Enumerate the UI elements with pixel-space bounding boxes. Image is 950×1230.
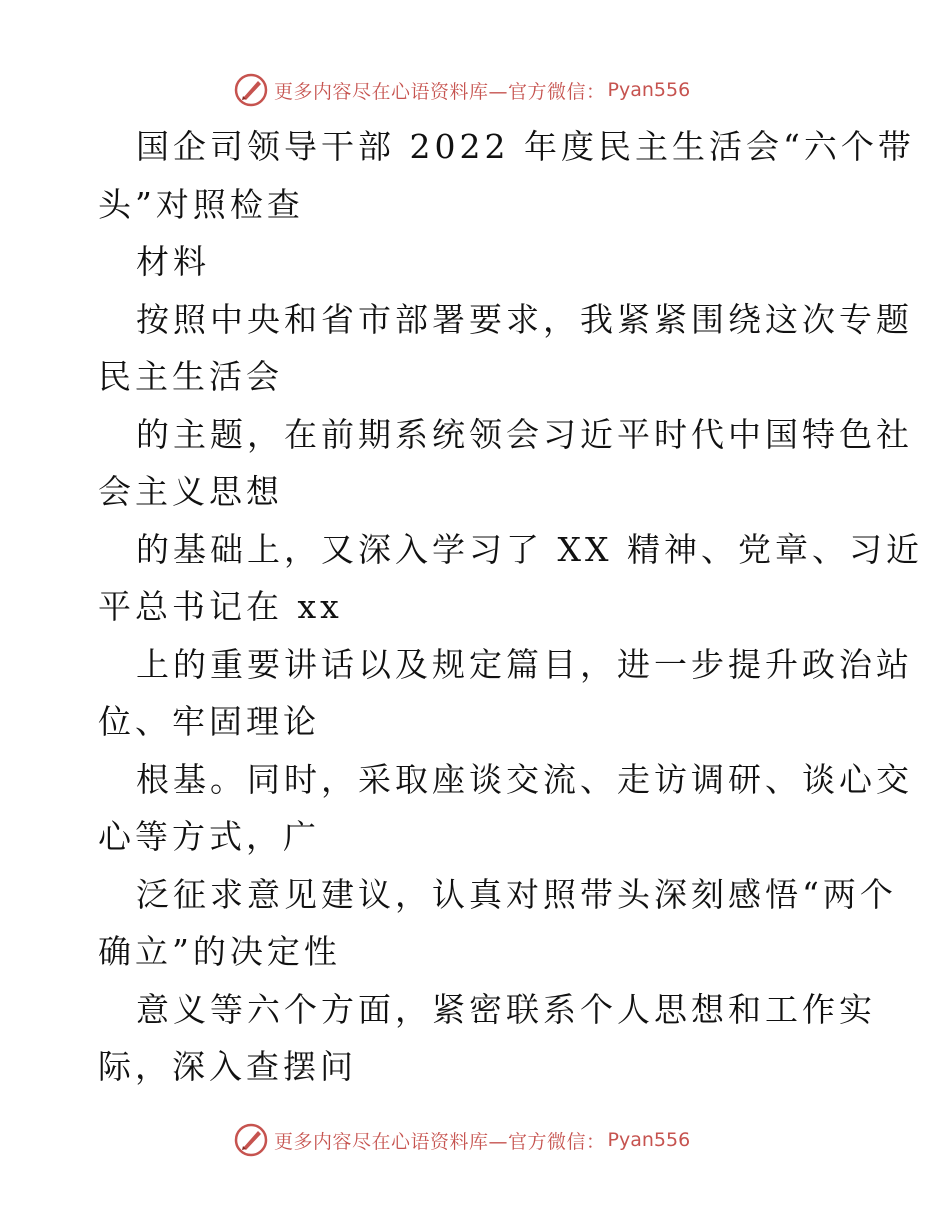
header-watermark [234, 72, 690, 108]
watermark-contact: Pyan556 [607, 1129, 691, 1151]
document-body [98, 118, 923, 1096]
doc-line: 际，深入查摆问 [98, 1047, 357, 1086]
doc-line: 民主生活会 [98, 357, 283, 396]
doc-line: 心等方式，广 [98, 817, 320, 856]
doc-line: 的主题，在前期系统领会习近平时代中国特色社 [136, 414, 913, 454]
footer-watermark [234, 1122, 690, 1158]
quill-pen-seal-icon [234, 1123, 268, 1157]
doc-line: 的基础上，又深入学习了 XX 精神、党章、习近 [136, 529, 923, 569]
doc-line: 国企司领导干部 2022 年度民主生活会“六个带 [136, 127, 915, 166]
doc-line: 上的重要讲话以及规定篇目，进一步提升政治站 [136, 644, 913, 684]
watermark-text: 更多内容尽在心语资料库—官方微信： [274, 1130, 606, 1153]
doc-line: 根基。同时，采取座谈交流、走访调研、谈心交 [136, 759, 913, 799]
doc-line: 确立”的决定性 [98, 932, 341, 971]
watermark-text: 更多内容尽在心语资料库—官方微信： [274, 80, 606, 103]
doc-line: 位、牢固理论 [98, 702, 320, 741]
doc-line: 头”对照检查 [98, 184, 304, 224]
doc-line: 平总书记在 xx [98, 587, 343, 626]
doc-line: 按照中央和省市部署要求，我紧紧围绕这次专题 [136, 299, 913, 339]
watermark-contact: Pyan556 [607, 79, 691, 101]
doc-line: 泛征求意见建议，认真对照带头深刻感悟“两个 [136, 874, 897, 914]
quill-pen-seal-icon [234, 73, 268, 107]
doc-line: 会主义思想 [98, 472, 283, 511]
doc-line: 意义等六个方面，紧密联系个人思想和工作实 [136, 989, 876, 1029]
doc-line: 材料 [136, 242, 210, 281]
